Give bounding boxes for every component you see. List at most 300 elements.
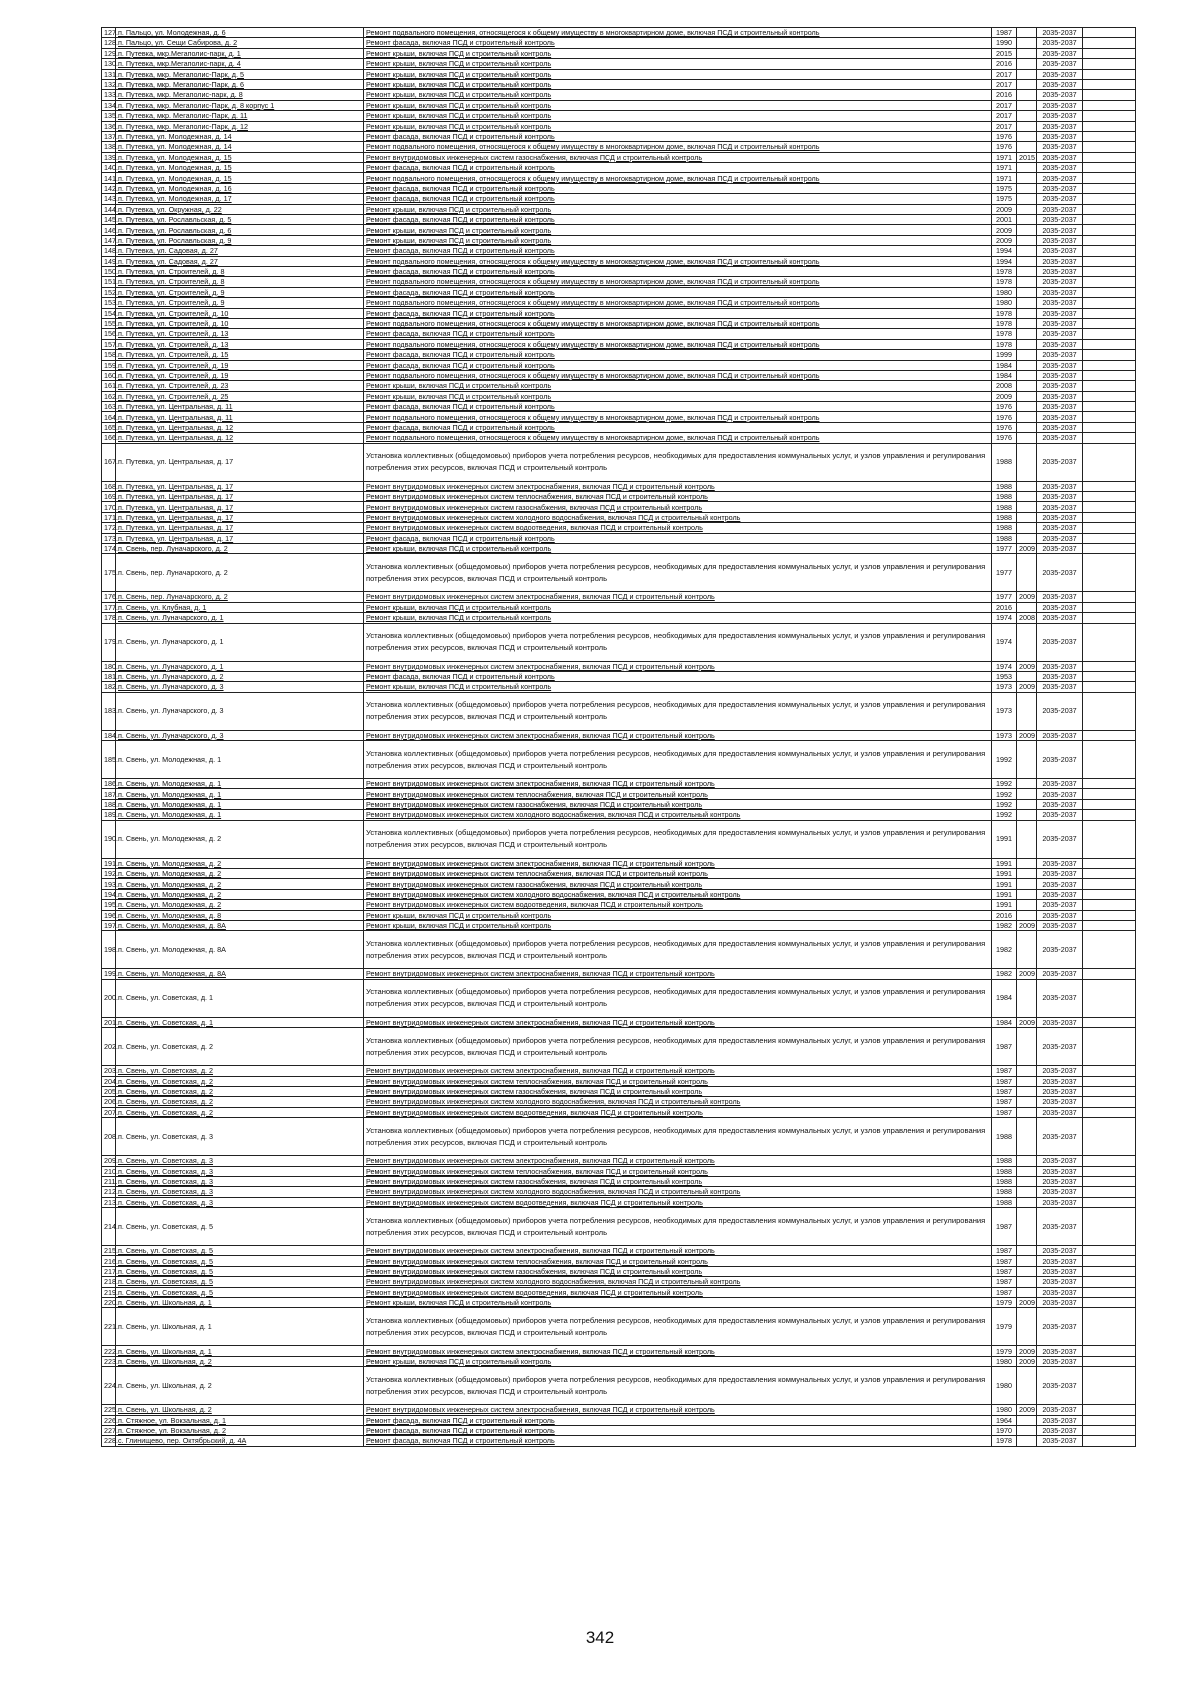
blank-cell [1083, 204, 1136, 214]
planned-period-cell: 2035-2037 [1037, 1086, 1083, 1096]
table-row [102, 48, 1136, 58]
year-built-cell: 1975 [992, 194, 1017, 204]
table-row [102, 869, 1136, 879]
year-built-cell: 1971 [992, 173, 1017, 183]
table-row [102, 79, 1136, 89]
year-built-cell: 1978 [992, 277, 1017, 287]
address-cell: п. Путевка, ул. Молодежная, д. 16 [116, 183, 364, 193]
planned-period-cell: 2035-2037 [1037, 360, 1083, 370]
blank-cell [1083, 512, 1136, 522]
row-number: 172. [102, 523, 116, 533]
planned-period-cell: 2035-2037 [1037, 1166, 1083, 1176]
work-type-cell: Ремонт внутридомовых инженерных систем водоотведения, включая ПСД и строительный контроль [364, 1107, 992, 1117]
planned-period-cell: 2035-2037 [1037, 277, 1083, 287]
blank-cell [1083, 256, 1136, 266]
planned-period-cell: 2035-2037 [1037, 90, 1083, 100]
work-type-cell: Установка коллективных (общедомовых) приборов учета потребления ресурсов, необходимых для предоставления коммунальных услуг, и узлов управления и регулирования потребления этих ресурсов, включая ПСД и строительный контроль [364, 979, 992, 1017]
work-type-cell: Ремонт внутридомовых инженерных систем электроснабжения, включая ПСД и строительный контроль [364, 1405, 992, 1415]
row-number: 201. [102, 1017, 116, 1027]
last-repair-year-cell [1017, 1246, 1037, 1256]
blank-cell [1083, 682, 1136, 692]
last-repair-year-cell [1017, 492, 1037, 502]
last-repair-year-cell [1017, 1156, 1037, 1166]
work-type-cell: Установка коллективных (общедомовых) приборов учета потребления ресурсов, необходимых для предоставления коммунальных услуг, и узлов управления и регулирования потребления этих ресурсов, включая ПСД и строительный контроль [364, 1028, 992, 1066]
year-built-cell: 1987 [992, 1277, 1017, 1287]
row-number: 165. [102, 422, 116, 432]
work-type-cell: Ремонт внутридомовых инженерных систем электроснабжения, включая ПСД и строительный контроль [364, 1346, 992, 1356]
row-number: 152. [102, 287, 116, 297]
blank-cell [1083, 1076, 1136, 1086]
work-type-cell: Установка коллективных (общедомовых) приборов учета потребления ресурсов, необходимых для предоставления коммунальных услуг, и узлов управления и регулирования потребления этих ресурсов, включая ПСД и строительный контроль [364, 1118, 992, 1156]
year-built-cell: 1987 [992, 28, 1017, 38]
year-built-cell: 1973 [992, 682, 1017, 692]
work-type-cell: Ремонт крыши, включая ПСД и строительный контроль [364, 225, 992, 235]
blank-cell [1083, 879, 1136, 889]
last-repair-year-cell [1017, 59, 1037, 69]
row-number: 167. [102, 443, 116, 481]
work-type-cell: Ремонт крыши, включая ПСД и строительный контроль [364, 910, 992, 920]
work-type-cell: Установка коллективных (общедомовых) приборов учета потребления ресурсов, необходимых для предоставления коммунальных услуг, и узлов управления и регулирования потребления этих ресурсов, включая ПСД и строительный контроль [364, 931, 992, 969]
blank-cell [1083, 741, 1136, 779]
blank-cell [1083, 979, 1136, 1017]
blank-cell [1083, 1187, 1136, 1197]
last-repair-year-cell [1017, 1187, 1037, 1197]
work-type-cell: Установка коллективных (общедомовых) приборов учета потребления ресурсов, необходимых для предоставления коммунальных услуг, и узлов управления и регулирования потребления этих ресурсов, включая ПСД и строительный контроль [364, 554, 992, 592]
last-repair-year-cell [1017, 810, 1037, 820]
address-cell: п. Свень, ул. Советская, д. 5 [116, 1208, 364, 1246]
address-cell: п. Свень, ул. Школьная, д. 2 [116, 1405, 364, 1415]
year-built-cell: 2017 [992, 79, 1017, 89]
row-number: 160. [102, 370, 116, 380]
table-row [102, 879, 1136, 889]
row-number: 131. [102, 69, 116, 79]
last-repair-year-cell [1017, 360, 1037, 370]
year-built-cell: 1988 [992, 1166, 1017, 1176]
blank-cell [1083, 730, 1136, 740]
blank-cell [1083, 931, 1136, 969]
last-repair-year-cell [1017, 1197, 1037, 1207]
planned-period-cell: 2035-2037 [1037, 256, 1083, 266]
blank-cell [1083, 1356, 1136, 1366]
year-built-cell: 1979 [992, 1346, 1017, 1356]
blank-cell [1083, 820, 1136, 858]
work-type-cell: Ремонт внутридомовых инженерных систем электроснабжения, включая ПСД и строительный контроль [364, 1066, 992, 1076]
row-number: 195. [102, 900, 116, 910]
planned-period-cell: 2035-2037 [1037, 889, 1083, 899]
last-repair-year-cell [1017, 391, 1037, 401]
blank-cell [1083, 1166, 1136, 1176]
year-built-cell: 1976 [992, 142, 1017, 152]
last-repair-year-cell [1017, 266, 1037, 276]
blank-cell [1083, 1277, 1136, 1287]
address-cell: п. Свень, ул. Советская, д. 2 [116, 1097, 364, 1107]
blank-cell [1083, 308, 1136, 318]
row-number: 136. [102, 121, 116, 131]
blank-cell [1083, 889, 1136, 899]
last-repair-year-cell [1017, 789, 1037, 799]
row-number: 218. [102, 1277, 116, 1287]
blank-cell [1083, 1066, 1136, 1076]
address-cell: п. Свень, ул. Советская, д. 5 [116, 1266, 364, 1276]
last-repair-year-cell [1017, 225, 1037, 235]
last-repair-year-cell: 2009 [1017, 1298, 1037, 1308]
planned-period-cell: 2035-2037 [1037, 1246, 1083, 1256]
row-number: 191. [102, 858, 116, 868]
blank-cell [1083, 671, 1136, 681]
blank-cell [1083, 1436, 1136, 1446]
blank-cell [1083, 492, 1136, 502]
address-cell: с. Глинищево, пер. Октябрьский, д. 4А [116, 1436, 364, 1446]
table-row [102, 1156, 1136, 1166]
planned-period-cell: 2035-2037 [1037, 235, 1083, 245]
address-cell: п. Свень, ул. Луначарского, д. 2 [116, 671, 364, 681]
work-type-cell: Ремонт крыши, включая ПСД и строительный контроль [364, 111, 992, 121]
year-built-cell: 1973 [992, 692, 1017, 730]
row-number: 192. [102, 869, 116, 879]
address-cell: п. Свень, ул. Луначарского, д. 1 [116, 613, 364, 623]
year-built-cell: 1979 [992, 1308, 1017, 1346]
address-cell: п. Путевка, ул. Молодежная, д. 17 [116, 194, 364, 204]
address-cell: п. Путевка, ул. Строителей, д. 25 [116, 391, 364, 401]
address-cell: п. Путевка, ул. Садовая, д. 27 [116, 246, 364, 256]
table-row [102, 969, 1136, 979]
last-repair-year-cell [1017, 235, 1037, 245]
planned-period-cell: 2035-2037 [1037, 131, 1083, 141]
row-number: 188. [102, 799, 116, 809]
planned-period-cell: 2035-2037 [1037, 1298, 1083, 1308]
planned-period-cell: 2035-2037 [1037, 1017, 1083, 1027]
table-row [102, 277, 1136, 287]
last-repair-year-cell [1017, 931, 1037, 969]
table-row [102, 1415, 1136, 1425]
address-cell: п. Свень, ул. Луначарского, д. 3 [116, 730, 364, 740]
row-number: 205. [102, 1086, 116, 1096]
work-type-cell: Ремонт фасада, включая ПСД и строительный контроль [364, 360, 992, 370]
last-repair-year-cell: 2009 [1017, 921, 1037, 931]
planned-period-cell: 2035-2037 [1037, 1156, 1083, 1166]
last-repair-year-cell [1017, 1308, 1037, 1346]
blank-cell [1083, 90, 1136, 100]
last-repair-year-cell: 2009 [1017, 1356, 1037, 1366]
blank-cell [1083, 789, 1136, 799]
last-repair-year-cell [1017, 350, 1037, 360]
last-repair-year-cell [1017, 1066, 1037, 1076]
planned-period-cell: 2035-2037 [1037, 1415, 1083, 1425]
address-cell: п. Путевка, мкр. Мегаполис-Парк, д. 8 корпус 1 [116, 100, 364, 110]
address-cell: п. Пальцо, ул. Сещи Сабирова, д. 2 [116, 38, 364, 48]
year-built-cell: 1987 [992, 1107, 1017, 1117]
work-type-cell: Ремонт фасада, включая ПСД и строительный контроль [364, 246, 992, 256]
year-built-cell: 1987 [992, 1208, 1017, 1246]
planned-period-cell: 2035-2037 [1037, 682, 1083, 692]
work-type-cell: Ремонт фасада, включая ПСД и строительный контроль [364, 402, 992, 412]
last-repair-year-cell [1017, 1086, 1037, 1096]
table-row [102, 59, 1136, 69]
work-type-cell: Ремонт внутридомовых инженерных систем холодного водоснабжения, включая ПСД и строительный контроль [364, 1097, 992, 1107]
table-row [102, 910, 1136, 920]
row-number: 224. [102, 1367, 116, 1405]
address-cell: п. Свень, ул. Школьная, д. 1 [116, 1298, 364, 1308]
row-number: 211. [102, 1176, 116, 1186]
year-built-cell: 1988 [992, 502, 1017, 512]
planned-period-cell: 2035-2037 [1037, 1346, 1083, 1356]
address-cell: п. Свень, ул. Советская, д. 2 [116, 1066, 364, 1076]
last-repair-year-cell [1017, 422, 1037, 432]
table-row [102, 889, 1136, 899]
year-built-cell: 1978 [992, 318, 1017, 328]
work-type-cell: Ремонт внутридомовых инженерных систем газоснабжения, включая ПСД и строительный контроль [364, 1176, 992, 1186]
row-number: 150. [102, 266, 116, 276]
planned-period-cell: 2035-2037 [1037, 152, 1083, 162]
year-built-cell: 1988 [992, 443, 1017, 481]
work-type-cell: Ремонт фасада, включая ПСД и строительный контроль [364, 163, 992, 173]
address-cell: п. Путевка, мкр. Мегаполис-парк, д. 8 [116, 90, 364, 100]
last-repair-year-cell [1017, 523, 1037, 533]
row-number: 184. [102, 730, 116, 740]
last-repair-year-cell [1017, 671, 1037, 681]
year-built-cell: 2001 [992, 215, 1017, 225]
planned-period-cell: 2035-2037 [1037, 730, 1083, 740]
year-built-cell: 1978 [992, 308, 1017, 318]
last-repair-year-cell [1017, 163, 1037, 173]
planned-period-cell: 2035-2037 [1037, 173, 1083, 183]
work-type-cell: Ремонт подвального помещения, относящегося к общему имуществу в многоквартирном доме, включая ПСД и строительный контроль [364, 173, 992, 183]
blank-cell [1083, 194, 1136, 204]
year-built-cell: 1994 [992, 246, 1017, 256]
planned-period-cell: 2035-2037 [1037, 1367, 1083, 1405]
last-repair-year-cell [1017, 502, 1037, 512]
last-repair-year-cell [1017, 900, 1037, 910]
blank-cell [1083, 869, 1136, 879]
year-built-cell: 1976 [992, 402, 1017, 412]
last-repair-year-cell [1017, 131, 1037, 141]
table-row [102, 1256, 1136, 1266]
planned-period-cell: 2035-2037 [1037, 298, 1083, 308]
address-cell: п. Свень, ул. Школьная, д. 2 [116, 1356, 364, 1366]
year-built-cell: 1987 [992, 1076, 1017, 1086]
table-row [102, 38, 1136, 48]
row-number: 146. [102, 225, 116, 235]
planned-period-cell: 2035-2037 [1037, 1107, 1083, 1117]
year-built-cell: 1987 [992, 1028, 1017, 1066]
blank-cell [1083, 391, 1136, 401]
work-type-cell: Ремонт внутридомовых инженерных систем электроснабжения, включая ПСД и строительный контроль [364, 592, 992, 602]
planned-period-cell: 2035-2037 [1037, 799, 1083, 809]
address-cell: п. Свень, ул. Молодежная, д. 2 [116, 869, 364, 879]
address-cell: п. Путевка, ул. Молодежная, д. 14 [116, 142, 364, 152]
work-type-cell: Ремонт внутридомовых инженерных систем холодного водоснабжения, включая ПСД и строительный контроль [364, 889, 992, 899]
table-row [102, 1367, 1136, 1405]
table-row [102, 412, 1136, 422]
blank-cell [1083, 533, 1136, 543]
year-built-cell: 1984 [992, 1017, 1017, 1027]
year-built-cell: 1971 [992, 152, 1017, 162]
address-cell: п. Путевка, мкр.Мегаполис-парк, д. 1 [116, 48, 364, 58]
address-cell: п. Свень, ул. Советская, д. 2 [116, 1076, 364, 1086]
year-built-cell: 1987 [992, 1086, 1017, 1096]
year-built-cell: 1991 [992, 858, 1017, 868]
year-built-cell: 1988 [992, 523, 1017, 533]
table-row [102, 152, 1136, 162]
blank-cell [1083, 287, 1136, 297]
planned-period-cell: 2035-2037 [1037, 931, 1083, 969]
table-row [102, 1287, 1136, 1297]
year-built-cell: 1974 [992, 613, 1017, 623]
planned-period-cell: 2035-2037 [1037, 443, 1083, 481]
row-number: 198. [102, 931, 116, 969]
address-cell: п. Путевка, ул. Молодежная, д. 15 [116, 152, 364, 162]
table-row [102, 1107, 1136, 1117]
blank-cell [1083, 481, 1136, 491]
row-number: 208. [102, 1118, 116, 1156]
address-cell: п. Путевка, ул. Строителей, д. 10 [116, 308, 364, 318]
table-row [102, 613, 1136, 623]
address-cell: п. Свень, ул. Молодежная, д. 8А [116, 931, 364, 969]
table-row [102, 329, 1136, 339]
address-cell: п. Путевка, мкр. Мегаполис-Парк, д. 5 [116, 69, 364, 79]
last-repair-year-cell [1017, 215, 1037, 225]
year-built-cell: 1953 [992, 671, 1017, 681]
blank-cell [1083, 1086, 1136, 1096]
row-number: 154. [102, 308, 116, 318]
row-number: 227. [102, 1425, 116, 1435]
row-number: 161. [102, 381, 116, 391]
table-row [102, 391, 1136, 401]
table-row [102, 350, 1136, 360]
address-cell: п. Свень, ул. Молодежная, д. 1 [116, 810, 364, 820]
row-number: 168. [102, 481, 116, 491]
last-repair-year-cell [1017, 1107, 1037, 1117]
blank-cell [1083, 554, 1136, 592]
address-cell: п. Свень, ул. Советская, д. 3 [116, 1197, 364, 1207]
planned-period-cell: 2035-2037 [1037, 246, 1083, 256]
blank-cell [1083, 613, 1136, 623]
planned-period-cell: 2035-2037 [1037, 921, 1083, 931]
table-row [102, 215, 1136, 225]
blank-cell [1083, 173, 1136, 183]
last-repair-year-cell [1017, 1028, 1037, 1066]
blank-cell [1083, 1197, 1136, 1207]
work-type-cell: Ремонт подвального помещения, относящегося к общему имуществу в многоквартирном доме, включая ПСД и строительный контроль [364, 142, 992, 152]
work-type-cell: Ремонт внутридомовых инженерных систем газоснабжения, включая ПСД и строительный контроль [364, 502, 992, 512]
year-built-cell: 1987 [992, 1287, 1017, 1297]
table-row [102, 799, 1136, 809]
table-row [102, 979, 1136, 1017]
work-type-cell: Ремонт внутридомовых инженерных систем водоотведения, включая ПСД и строительный контроль [364, 1197, 992, 1207]
row-number: 147. [102, 235, 116, 245]
table-row [102, 730, 1136, 740]
planned-period-cell: 2035-2037 [1037, 554, 1083, 592]
blank-cell [1083, 1246, 1136, 1256]
address-cell: п. Путевка, ул. Строителей, д. 9 [116, 298, 364, 308]
year-built-cell: 2016 [992, 602, 1017, 612]
row-number: 194. [102, 889, 116, 899]
address-cell: п. Путевка, ул. Молодежная, д. 15 [116, 163, 364, 173]
work-type-cell: Ремонт подвального помещения, относящегося к общему имуществу в многоквартирном доме, включая ПСД и строительный контроль [364, 339, 992, 349]
last-repair-year-cell [1017, 246, 1037, 256]
address-cell: п. Свень, ул. Молодежная, д. 8А [116, 969, 364, 979]
blank-cell [1083, 1405, 1136, 1415]
address-cell: п. Путевка, ул. Молодежная, д. 14 [116, 131, 364, 141]
row-number: 169. [102, 492, 116, 502]
work-type-cell: Ремонт подвального помещения, относящегося к общему имуществу в многоквартирном доме, включая ПСД и строительный контроль [364, 277, 992, 287]
blank-cell [1083, 381, 1136, 391]
planned-period-cell: 2035-2037 [1037, 671, 1083, 681]
table-row [102, 370, 1136, 380]
blank-cell [1083, 235, 1136, 245]
last-repair-year-cell: 2009 [1017, 1017, 1037, 1027]
year-built-cell: 1973 [992, 730, 1017, 740]
year-built-cell: 2017 [992, 100, 1017, 110]
row-number: 130. [102, 59, 116, 69]
repair-program-table [101, 27, 1136, 1447]
row-number: 186. [102, 779, 116, 789]
row-number: 178. [102, 613, 116, 623]
planned-period-cell: 2035-2037 [1037, 1266, 1083, 1276]
planned-period-cell: 2035-2037 [1037, 481, 1083, 491]
last-repair-year-cell [1017, 256, 1037, 266]
address-cell: п. Свень, ул. Молодежная, д. 1 [116, 779, 364, 789]
work-type-cell: Ремонт фасада, включая ПСД и строительный контроль [364, 194, 992, 204]
last-repair-year-cell: 2008 [1017, 613, 1037, 623]
year-built-cell: 2008 [992, 381, 1017, 391]
planned-period-cell: 2035-2037 [1037, 492, 1083, 502]
address-cell: п. Путевка, ул. Центральная, д. 17 [116, 492, 364, 502]
last-repair-year-cell [1017, 277, 1037, 287]
last-repair-year-cell [1017, 979, 1037, 1017]
planned-period-cell: 2035-2037 [1037, 502, 1083, 512]
work-type-cell: Ремонт подвального помещения, относящегося к общему имуществу в многоквартирном доме, включая ПСД и строительный контроль [364, 433, 992, 443]
row-number: 156. [102, 329, 116, 339]
address-cell: п. Путевка, ул. Рославльская, д. 6 [116, 225, 364, 235]
planned-period-cell: 2035-2037 [1037, 1118, 1083, 1156]
planned-period-cell: 2035-2037 [1037, 121, 1083, 131]
blank-cell [1083, 28, 1136, 38]
last-repair-year-cell [1017, 623, 1037, 661]
year-built-cell: 2017 [992, 69, 1017, 79]
work-type-cell: Ремонт внутридомовых инженерных систем газоснабжения, включая ПСД и строительный контроль [364, 879, 992, 889]
last-repair-year-cell [1017, 1097, 1037, 1107]
row-number: 207. [102, 1107, 116, 1117]
table-row [102, 623, 1136, 661]
work-type-cell: Ремонт внутридомовых инженерных систем холодного водоснабжения, включая ПСД и строительный контроль [364, 512, 992, 522]
blank-cell [1083, 370, 1136, 380]
address-cell: п. Стяжное, ул. Вокзальная, д. 2 [116, 1425, 364, 1435]
work-type-cell: Установка коллективных (общедомовых) приборов учета потребления ресурсов, необходимых для предоставления коммунальных услуг, и узлов управления и регулирования потребления этих ресурсов, включая ПСД и строительный контроль [364, 820, 992, 858]
row-number: 132. [102, 79, 116, 89]
row-number: 189. [102, 810, 116, 820]
row-number: 144. [102, 204, 116, 214]
work-type-cell: Ремонт внутридомовых инженерных систем электроснабжения, включая ПСД и строительный контроль [364, 1017, 992, 1027]
last-repair-year-cell [1017, 121, 1037, 131]
address-cell: п. Свень, ул. Советская, д. 3 [116, 1176, 364, 1186]
address-cell: п. Свень, пер. Луначарского, д. 2 [116, 543, 364, 553]
row-number: 197. [102, 921, 116, 931]
table-row [102, 543, 1136, 553]
table-row [102, 381, 1136, 391]
year-built-cell: 1970 [992, 1425, 1017, 1435]
row-number: 216. [102, 1256, 116, 1266]
year-built-cell: 2009 [992, 225, 1017, 235]
table-row [102, 820, 1136, 858]
planned-period-cell: 2035-2037 [1037, 412, 1083, 422]
row-number: 200. [102, 979, 116, 1017]
blank-cell [1083, 592, 1136, 602]
address-cell: п. Путевка, ул. Рославльская, д. 9 [116, 235, 364, 245]
planned-period-cell: 2035-2037 [1037, 692, 1083, 730]
row-number: 176. [102, 592, 116, 602]
work-type-cell: Ремонт крыши, включая ПСД и строительный контроль [364, 79, 992, 89]
